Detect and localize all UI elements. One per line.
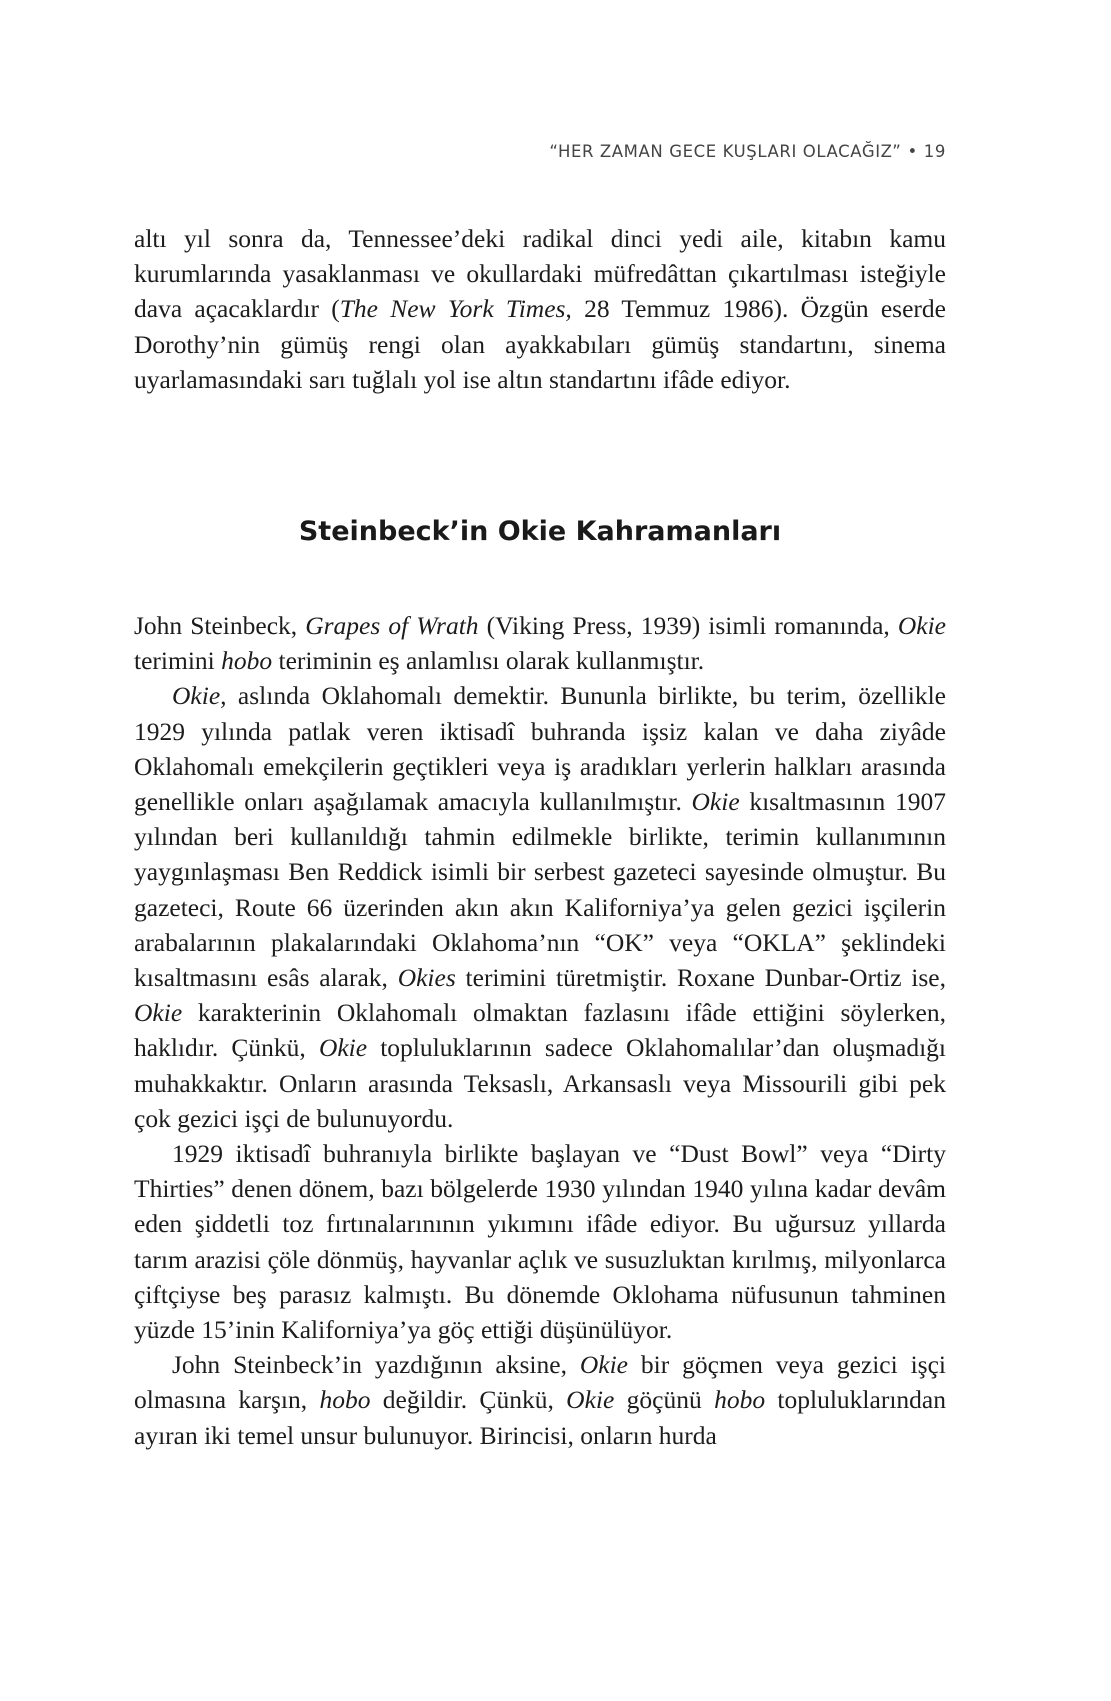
text-run: bir göçmen veya gezici işçi olmasına karşın, — [134, 1350, 947, 1415]
main-text-block — [134, 608, 946, 1453]
paragraph-1 — [134, 608, 946, 678]
paragraph-4 — [134, 1347, 946, 1453]
italic-citation: The New York Times, — [339, 294, 572, 324]
italic-term: hobo — [714, 1385, 766, 1415]
italic-term: Grapes of Wrath — [305, 611, 479, 640]
italic-term: Okie — [566, 1385, 615, 1415]
italic-term: Okie — [579, 1350, 628, 1380]
text-run: karakterinin Oklahomalı olmaktan fazlasını ifâde ettiğini söylerken, haklıdır. Çünkü, — [134, 998, 946, 1063]
text-run: aslında Oklahomalı demektir. Bununla birlikte, bu terim, özellikle 1929 yılında patlak veren iktisadî buhranda işsiz kalan ve daha ziyâde Oklahomalı emekçilerin geçtikleri veya iş aradıkları yerlerin halkları arasında genellikle onları aşağılamak amacıyla kullanılmıştır. — [134, 681, 946, 817]
text-run: John Steinbeck, — [134, 611, 306, 640]
text-run: kısaltmasının 1907 yılından beri kullanıldığı tahmin edilmekle birlikte, terimin kullanımının yaygınlaşması Ben Reddick isimli bir serbest gazeteci sayesinde olmuştur. Bu gazeteci, Route 66 üzerinden akın akın Kaliforniya’ya gelen gezici işçilerin arabalarının plakalarındaki Oklahoma’nın “OK” veya “OKLA” şeklindeki kısaltmasını esâs alarak, — [134, 787, 946, 993]
text-run: topluluklarının sadece Oklahomalılar’dan oluşmadığı muhakkaktır. Onların arasında Teksaslı, Arkansaslı veya Missourili gibi pek çok gezici işçi de bulunuyordu. — [134, 1033, 946, 1133]
italic-term: Okie — [134, 998, 183, 1028]
italic-term: Okie — [897, 611, 946, 640]
text-run: terimini — [134, 646, 222, 676]
italic-term: Okies — [397, 963, 456, 993]
text-run: topluluklarından ayıran iki temel unsur bulunuyor. Birincisi, onların hurda — [134, 1385, 946, 1450]
italic-term: hobo — [221, 646, 273, 676]
section-heading: Steinbeck’in Okie Kahramanları — [298, 516, 782, 547]
paragraph-2 — [134, 678, 946, 1136]
text-run: göçünü — [614, 1385, 715, 1415]
text-run: altı yıl sonra da, Tennessee’deki radikal dinci yedi aile, kitabın kamu kurumlarında yasaklanması ve okullardaki müfredâttan çıkartılması isteğiyle dava açacaklardır ( — [134, 224, 946, 324]
header-separator: • — [907, 142, 918, 161]
text-run: John Steinbeck’in yazdığının aksine, — [172, 1350, 580, 1380]
text-run: 28 Temmuz 1986). Özgün eserde Dorothy’nin gümüş rengi olan ayakkabıları gümüş standartını, sinema uyarlamasındaki sarı tuğlalı yol ise altın standartını ifâde ediyor. — [134, 294, 946, 394]
italic-term: Okie, — [172, 681, 227, 711]
running-title: “HER ZAMAN GECE KUŞLARI OLACAĞIZ” — [549, 142, 902, 161]
italic-term: Okie — [691, 787, 740, 817]
text-run: değildir. Çünkü, — [370, 1385, 567, 1415]
text-run: (Viking Press, 1939) isimli romanında, — [478, 611, 898, 640]
paragraph-3: 1929 iktisadî buhranıyla birlikte başlayan ve “Dust Bowl” veya “Dirty Thirties” denen dönem, bazı bölgelerde 1930 yılından 1940 yılına kadar devâm eden şiddetli toz fırtınalarınının yıkımını ifâde ediyor. Bu uğursuz yıllarda tarım arazisi çöle dönmüş, hayvanlar açlık ve susuzluktan kırılmış, milyonlarca çiftçiyse beş parasız kalmıştı. Bu dönemde Oklohama nüfusunun tahminen yüzde 15’inin Kaliforniya’ya göç ettiği düşünülüyor. — [134, 1139, 946, 1345]
intro-paragraph — [134, 221, 946, 397]
italic-term: hobo — [319, 1385, 371, 1415]
text-run: teriminin eş anlamlısı olarak kullanmıştır. — [272, 646, 705, 676]
italic-term: Okie — [318, 1033, 368, 1063]
page-number: 19 — [923, 142, 946, 161]
intro-text-block — [134, 221, 946, 397]
running-header — [134, 142, 946, 161]
text-run: terimini türetmiştir. Roxane Dunbar-Ortiz ise, — [455, 963, 946, 993]
